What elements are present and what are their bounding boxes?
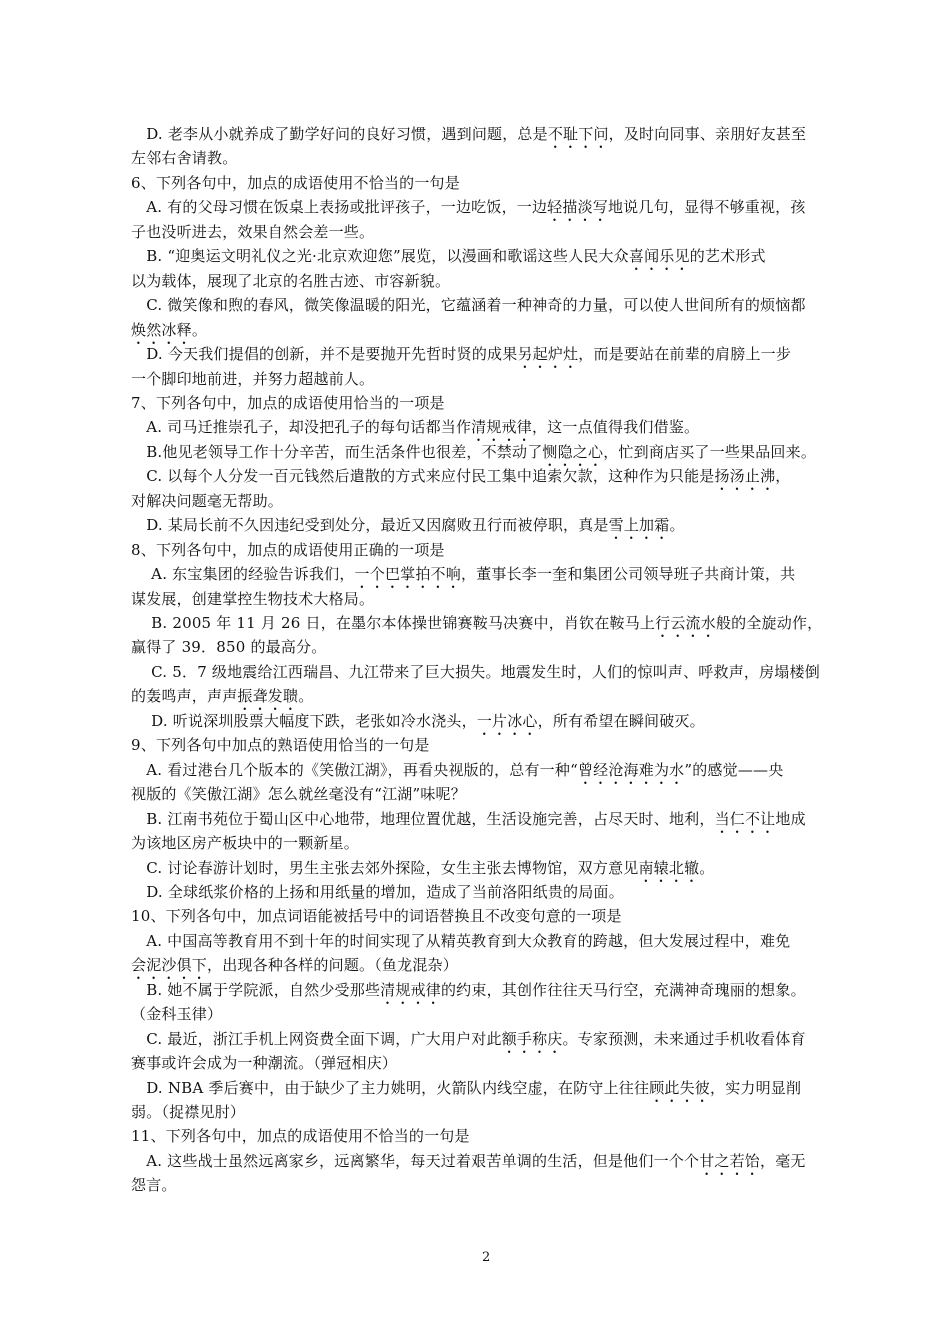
emphasized-phrase: 甘之若饴: [699, 1151, 760, 1170]
emphasized-phrase: 焕然冰释: [131, 320, 192, 339]
text-line: [131, 929, 790, 953]
text-line: [131, 635, 326, 659]
text-run: 10、下列各句中，加点词语能被括号中的词语替换且不改变句意的一项是: [131, 907, 622, 926]
text-run: ”的感觉——央: [684, 760, 784, 779]
text-run: ，毫无: [760, 1151, 806, 1170]
text-run: ，所有希望在瞬间破灭。: [537, 711, 705, 730]
text-line: [131, 782, 466, 806]
text-line: [131, 538, 445, 562]
text-run: 。: [298, 687, 314, 706]
text-run: 。: [669, 516, 685, 535]
text-run: 怨言。: [131, 1176, 177, 1195]
text-line: [131, 904, 622, 928]
text-run: ，出现各种各样的问题。（鱼龙混杂）: [207, 956, 458, 975]
emphasized-phrase: 一片冰心: [476, 711, 538, 730]
text-run: 赢得了 39．850 的最高分。: [131, 638, 327, 657]
text-run: ，这一点值得我们借鉴。: [531, 418, 700, 437]
text-run: （金科玉律）: [131, 1005, 223, 1024]
text-run: D. NBA 季后赛中，由于缺少了主力姚明，火箭队内线空虚，在防守上往往: [131, 1078, 650, 1097]
text-run: ，及时向同事、亲朋好友甚至: [608, 125, 807, 143]
text-line: [131, 367, 374, 391]
text-run: 6、下列各句中，加点的成语使用不恰当的一句是: [131, 173, 460, 192]
text-run: 为该地区房产板块中的一颗新星。: [131, 834, 360, 853]
text-line: [131, 660, 820, 684]
text-run: ，: [775, 467, 791, 486]
text-run: 9、下列各句中加点的熟语使用恰当的一句是: [131, 736, 430, 755]
text-run: ，实力明显削: [710, 1078, 802, 1097]
emphasized-phrase: 南辕北辙: [638, 858, 700, 877]
text-run: C. 最近，浙江手机上网资费全面下调，广大用户对此: [131, 1029, 502, 1048]
text-run: D. 全球纸浆价格的上扬和用纸量的增加，造成了当前洛阳纸贵的局面。: [131, 882, 624, 901]
text-run: C. 微笑像和煦的春风，微笑像温暖的阳光，它蕴涵着一种神奇的力量，可以使人世间所有的烦恼都: [131, 296, 806, 315]
emphasized-phrase: 振聋发聩: [237, 687, 299, 706]
text-line: [131, 1051, 397, 1075]
text-run: 子也没听进去，效果自然会差一些。: [131, 222, 375, 241]
text-run: 左邻右舍请教。: [131, 149, 238, 168]
text-line: [131, 391, 445, 415]
text-run: B. 她不属于学院派，自然少受那些: [131, 980, 381, 999]
text-line: [131, 1173, 177, 1197]
emphasized-phrase: 不耻下问: [547, 125, 609, 143]
text-run: 。: [699, 858, 715, 877]
text-run: ，而是要站在前辈的肩膀上一步: [578, 345, 792, 364]
text-line: [131, 146, 237, 170]
text-run: 11、下列各句中，加点的成语使用不恰当的一句是: [131, 1127, 470, 1146]
emphasized-phrase: 另起炉灶: [517, 345, 579, 364]
text-run: C. 以每个人分发一百元钱然后遣散的方式来应付民工集中追索欠款，这种作为只能是: [131, 467, 715, 486]
text-run: C. 5．7 级地震给江西瑞昌、九江带来了巨大损失。地震发生时，人们的惊叫声、呼救声，房塌楼倒: [131, 662, 820, 681]
text-run: ，忙到商店买了一些果品回来。: [603, 442, 817, 461]
text-run: D. 今天我们提倡的创新，并不是要抛开先哲时贤的成果: [131, 345, 518, 364]
text-run: D. 听说深圳股票大幅度下跌，老张如冷水浇头，: [131, 711, 477, 730]
text-run: A. 司马迁推崇孔子，却没把孔子的每句话都当作: [131, 418, 472, 437]
emphasized-phrase: 恻隐之心: [542, 442, 604, 461]
emphasized-phrase: 曾经沧海难为水: [577, 760, 685, 779]
text-run: A. 中国高等教育用不到十年的时间实现了从精英教育到大众教育的跨越，但大发展过程中，难免: [131, 931, 791, 950]
text-line: [131, 733, 430, 757]
text-line: [131, 831, 359, 855]
text-run: 的约束，其创作往往天马行空，充满神奇瑰丽的想象。: [440, 980, 806, 999]
emphasized-phrase: 扬汤止沸: [714, 467, 776, 486]
text-run: 7、下列各句中，加点的成语使用恰当的一项是: [131, 393, 445, 412]
text-line: [131, 1124, 470, 1148]
text-run: 地说几句，显得不够重视，孩: [607, 198, 806, 217]
text-line: [131, 171, 460, 195]
emphasized-phrase: 喜闻乐见: [628, 247, 690, 266]
text-line: [131, 269, 450, 293]
emphasized-phrase: 清规戒律: [471, 418, 532, 437]
text-run: 谋发展，创建掌控生物技术大格局。: [131, 589, 375, 608]
emphasized-phrase: 额手称庆: [501, 1029, 563, 1048]
text-run: 。: [191, 320, 208, 339]
text-line: [131, 880, 624, 904]
text-line: [131, 587, 374, 611]
text-run: 以为载体，展现了北京的名胜古迹、市容新貌。: [131, 271, 451, 290]
text-line: [131, 489, 283, 513]
text-run: A. 有的父母习惯在饭桌上表扬或批评孩子，一边吃饭，一边: [131, 198, 548, 217]
text-run: A. 东宝集团的经验告诉我们，: [131, 565, 355, 584]
text-line: [131, 978, 806, 1008]
text-run: 般的全旋动作，: [715, 614, 823, 632]
text-run: 一个脚印地前进，并努力超越前人。: [131, 369, 375, 388]
emphasized-phrase: 顾此失彼: [649, 1078, 710, 1097]
text-run: 赛事或许会成为一种潮流。（弹冠相庆）: [131, 1054, 398, 1073]
text-run: 8、下列各句中，加点的成语使用正确的一项是: [131, 540, 445, 559]
text-run: D. 某局长前不久因违纪受到处分，最近又因腐败丑行而被停职，真是: [131, 516, 609, 535]
text-line: [131, 1149, 806, 1179]
text-run: 对解决问题毫无帮助。: [131, 491, 284, 510]
text-run: D. 老李从小就养成了勤学好问的良好习惯，遇到问题，总是: [131, 125, 548, 143]
text-run: B.他见老领导工作十分辛苦，而生活条件也很差，不禁动了: [131, 442, 543, 461]
text-run: B. 2005 年 11 月 26 日，在墨尔本体操世锦赛鞍马决赛中，肖钦在鞍马上: [131, 614, 656, 632]
emphasized-phrase: 会泥沙俱下: [131, 956, 208, 975]
emphasized-phrase: 行云流水: [655, 614, 716, 632]
text-run: C. 讨论春游计划时，男生主张去郊外探险，女生主张去博物馆，双方意见: [131, 858, 639, 877]
emphasized-phrase: 当仁不让: [714, 809, 776, 828]
text-run: 的轰鸣声，声声: [131, 687, 238, 706]
emphasized-phrase: 一个巴掌拍不响: [354, 565, 461, 584]
text-run: 。专家预测，未来通过手机收看体育: [562, 1029, 806, 1048]
emphasized-phrase: 雪上加霜: [608, 516, 670, 535]
text-run: B. 江南书苑位于蜀山区中心地带，地理位置优越，生活设施完善，占尽天时、地利，: [131, 809, 715, 828]
text-line: [131, 220, 374, 244]
emphasized-phrase: 清规戒律: [380, 980, 441, 999]
text-line: [131, 1002, 222, 1026]
text-run: ，董事长李一奎和集团公司领导班子共商计策，共: [460, 565, 796, 584]
page-number: 2: [482, 1250, 491, 1265]
emphasized-phrase: 轻描淡写: [547, 198, 608, 217]
text-run: 弱。（捉襟见肘）: [131, 1103, 246, 1121]
text-line: [131, 1100, 245, 1124]
text-run: A. 看过港台几个版本的《笑傲江湖》，再看央视版的，总有一种“: [131, 760, 578, 779]
text-run: B. “迎奥运文明礼仪之光·北京欢迎您”展览，以漫画和歌谣这些人民大众: [131, 247, 629, 266]
text-run: 地成: [775, 809, 806, 828]
text-line: [131, 293, 806, 317]
text-run: 的艺术形式: [689, 247, 766, 266]
text-run: A. 这些战士虽然远离家乡，远离繁华，每天过着艰苦单调的生活，但是他们一个个: [131, 1151, 700, 1170]
text-run: 视版的《笑傲江湖》怎么就丝毫没有“江湖”味呢？: [131, 785, 466, 804]
